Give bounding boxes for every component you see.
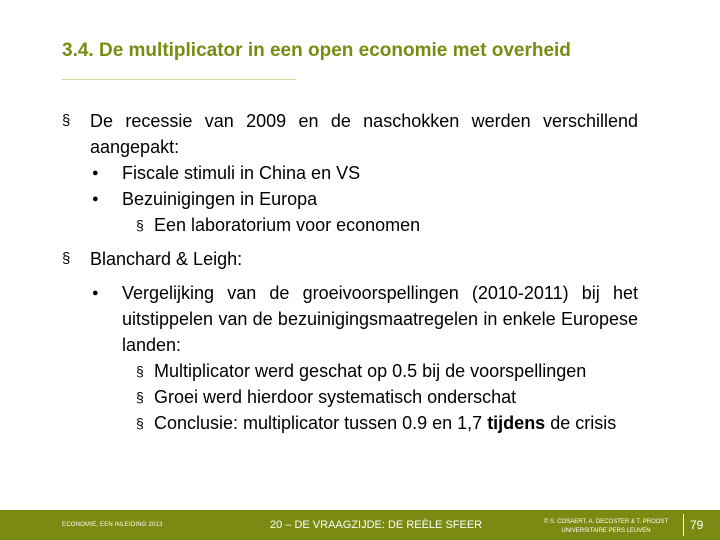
round-bullet-icon: ●	[92, 193, 99, 205]
footer-divider	[683, 514, 684, 536]
sub-sub-bullet-underestimate	[62, 384, 638, 410]
conclusion-text-emphasis: tijdens	[487, 413, 546, 433]
footer-chapter-title: 20 – DE VRAAGZIJDE: DE REËLE SFEER	[270, 519, 483, 531]
sub-bullet-stimuli	[62, 160, 638, 186]
sub-sub-bullet-text: Groei werd hierdoor systematisch onderschat	[154, 387, 517, 407]
sub-sub-bullet-text: Multiplicator werd geschat op 0.5 bij de voorspellingen	[154, 361, 587, 381]
square-bullet-icon: §	[62, 250, 71, 267]
square-bullet-icon: §	[136, 363, 144, 379]
slide-body	[62, 108, 638, 436]
square-bullet-icon: §	[136, 389, 144, 405]
footer-bar	[0, 510, 720, 540]
footer-authors: © S. COSAERT, A. DECOSTER & T. PROOST	[543, 519, 669, 525]
sub-sub-bullet-conclusion	[62, 410, 638, 436]
round-bullet-icon: ●	[92, 287, 99, 299]
bullet-text: De recessie van 2009 en de naschokken werden verschillend aangepakt:	[90, 111, 638, 157]
square-bullet-icon: §	[136, 217, 144, 233]
footer-course-title: ECONOMIE, EEN INLEIDING 2013	[62, 522, 163, 528]
sub-bullet-text: Vergelijking van de groeivoorspellingen (2010-2011) bij het uitstippelen van de bezuinigingsmaatregelen in enkele Europese landen:	[122, 283, 638, 355]
slide-title: 3.4. De multiplicator in een open economie met overheid	[62, 40, 571, 61]
bullet-blanchard-leigh	[62, 246, 638, 272]
sub-bullet-austerity	[62, 186, 638, 212]
sub-sub-bullet-estimate	[62, 358, 638, 384]
sub-sub-bullet-laboratory	[62, 212, 638, 238]
square-bullet-icon: §	[136, 415, 144, 431]
square-bullet-icon: §	[62, 112, 71, 129]
round-bullet-icon: ●	[92, 167, 99, 179]
bullet-text: Blanchard & Leigh:	[90, 249, 243, 269]
conclusion-text-pre: Conclusie: multiplicator tussen 0.9 en 1,7	[154, 413, 488, 433]
sub-bullet-text: Fiscale stimuli in China en VS	[122, 163, 361, 183]
footer-copyright	[536, 518, 676, 536]
sub-bullet-text: Bezuinigingen in Europa	[122, 189, 318, 209]
sub-sub-bullet-text: Een laboratorium voor economen	[154, 215, 421, 235]
page-number: 79	[690, 518, 704, 532]
bullet-recession	[62, 108, 638, 160]
footer-publisher: UNIVERSITAIRE PERS LEUVEN	[561, 528, 651, 534]
conclusion-text-post: de crisis	[545, 413, 617, 433]
sub-bullet-comparison	[62, 280, 638, 358]
title-underline	[62, 79, 296, 80]
